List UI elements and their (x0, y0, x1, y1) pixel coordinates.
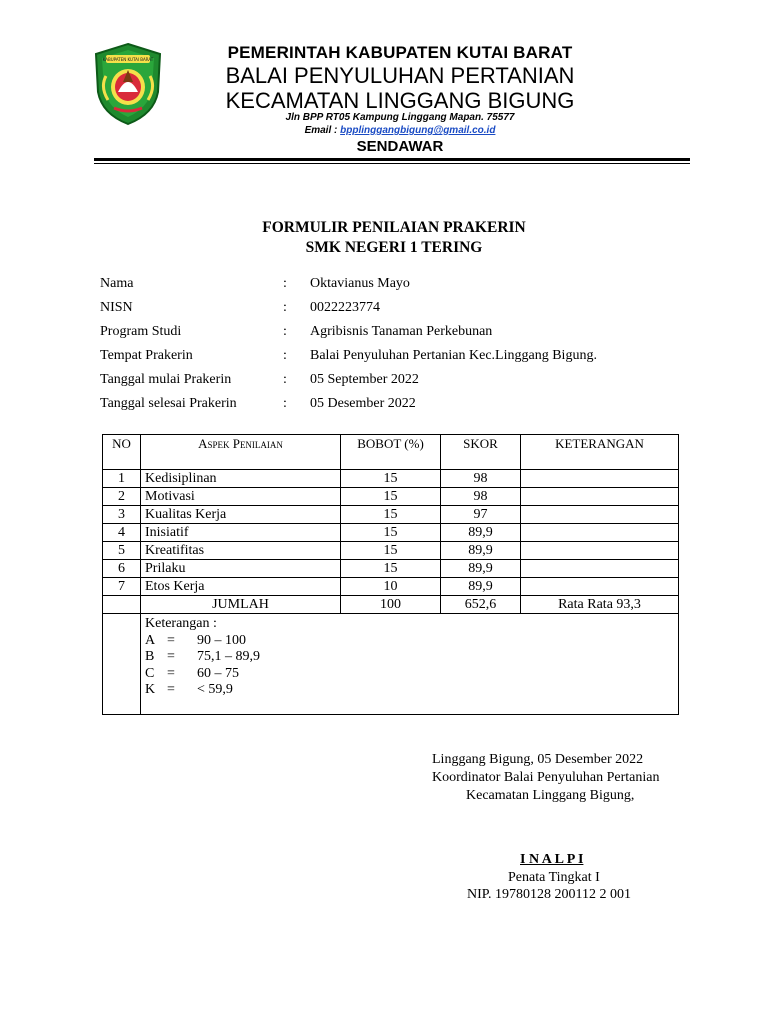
email-link[interactable]: bpplinggangbigung@gmail.co.id (340, 125, 496, 136)
info-row-mulai (100, 372, 660, 392)
info-label: Tanggal mulai Prakerin (100, 372, 232, 387)
legend-item: B = 75,1 – 89,9 (145, 649, 260, 664)
sign-rank: Penata Tingkat I (508, 870, 600, 885)
cell-no: 7 (103, 578, 141, 596)
cell-bobot: 15 (341, 506, 441, 524)
legend-item: A = 90 – 100 (145, 632, 246, 648)
grade-legend (141, 614, 679, 715)
cell-no: 2 (103, 488, 141, 506)
table-header-row (103, 435, 679, 470)
cell-aspek: Kreatifitas (141, 542, 341, 560)
cell-skor: 89,9 (441, 578, 521, 596)
total-average: Rata Rata 93,3 (521, 596, 679, 614)
cell-no-empty (103, 614, 141, 715)
table-row (103, 578, 679, 596)
legend-title: Keterangan : (145, 616, 217, 631)
form-title: FORMULIR PENILAIAN PRAKERIN (262, 219, 526, 236)
cell-aspek: Kualitas Kerja (141, 506, 341, 524)
info-colon: : (283, 348, 287, 363)
email-label: Email : (304, 125, 341, 136)
kop-address: Jln BPP RT05 Kampung Linggang Mapan. 75577 (285, 112, 515, 123)
header-bobot: BOBOT (%) (341, 435, 441, 470)
header-keterangan: KETERANGAN (521, 435, 679, 470)
kop-government: PEMERINTAH KABUPATEN KUTAI BARAT (227, 43, 573, 62)
letterhead-rule-thick (94, 158, 690, 161)
cell-keterangan (521, 506, 679, 524)
cell-bobot: 15 (341, 488, 441, 506)
cell-skor: 89,9 (441, 560, 521, 578)
info-colon: : (283, 372, 287, 387)
info-row-program (100, 324, 660, 344)
kop-place: SENDAWAR (356, 138, 444, 155)
cell-bobot: 15 (341, 560, 441, 578)
cell-no: 4 (103, 524, 141, 542)
info-label: Tanggal selesai Prakerin (100, 396, 237, 411)
info-value: 05 September 2022 (310, 372, 419, 387)
cell-bobot: 15 (341, 470, 441, 488)
info-value: 0022223774 (310, 300, 380, 315)
total-label: JUMLAH (141, 596, 341, 614)
info-row-tempat (100, 348, 660, 368)
total-bobot: 100 (341, 596, 441, 614)
info-colon: : (283, 324, 287, 339)
cell-aspek: Etos Kerja (141, 578, 341, 596)
header-aspek: Aspek Penilaian (141, 435, 341, 470)
sign-role: Koordinator Balai Penyuluhan Pertanian (432, 770, 660, 785)
table-row (103, 560, 679, 578)
kop-district: KECAMATAN LINGGANG BIGUNG (225, 88, 575, 113)
legend-item: C = 60 – 75 (145, 665, 239, 681)
info-colon: : (283, 300, 287, 315)
table-row (103, 470, 679, 488)
cell-aspek: Motivasi (141, 488, 341, 506)
cell-keterangan (521, 524, 679, 542)
cell-keterangan (521, 560, 679, 578)
sign-nip: NIP. 19780128 200112 2 001 (467, 887, 631, 902)
total-skor: 652,6 (441, 596, 521, 614)
cell-no: 5 (103, 542, 141, 560)
info-row-nisn (100, 300, 660, 320)
info-label: Tempat Prakerin (100, 348, 193, 363)
cell-keterangan (521, 542, 679, 560)
header-no: NO (103, 435, 141, 470)
sign-name: I N A L P I (520, 852, 584, 867)
kop-email (180, 125, 620, 136)
table-row (103, 506, 679, 524)
school-title: SMK NEGERI 1 TERING (305, 239, 483, 256)
header-skor: SKOR (441, 435, 521, 470)
cell-skor: 98 (441, 470, 521, 488)
cell-bobot: 15 (341, 524, 441, 542)
info-value: Oktavianus Mayo (310, 276, 410, 291)
info-value: Agribisnis Tanaman Perkebunan (310, 324, 493, 339)
table-row (103, 524, 679, 542)
table-row (103, 488, 679, 506)
cell-bobot: 15 (341, 542, 441, 560)
info-label: Nama (100, 276, 134, 291)
cell-skor: 98 (441, 488, 521, 506)
cell-no: 1 (103, 470, 141, 488)
info-row-selesai (100, 396, 660, 416)
cell-bobot: 10 (341, 578, 441, 596)
info-colon: : (283, 276, 287, 291)
kutai-barat-logo (92, 42, 164, 126)
letterhead-rule-thin (94, 163, 690, 164)
table-total-row (103, 596, 679, 614)
cell-keterangan (521, 488, 679, 506)
cell-no: 3 (103, 506, 141, 524)
assessment-table (102, 434, 679, 715)
cell-aspek: Inisiatif (141, 524, 341, 542)
cell-aspek: Kedisiplinan (141, 470, 341, 488)
table-row (103, 542, 679, 560)
info-label: NISN (100, 300, 133, 315)
legend-row (103, 614, 679, 715)
cell-skor: 89,9 (441, 542, 521, 560)
sign-place-date: Linggang Bigung, 05 Desember 2022 (432, 752, 644, 767)
info-colon: : (283, 396, 287, 411)
legend-item: K = < 59,9 (145, 682, 233, 697)
cell-no-empty (103, 596, 141, 614)
info-value: 05 Desember 2022 (310, 396, 416, 411)
cell-skor: 89,9 (441, 524, 521, 542)
info-label: Program Studi (100, 324, 182, 339)
cell-aspek: Prilaku (141, 560, 341, 578)
info-row-nama (100, 276, 660, 296)
cell-keterangan (521, 578, 679, 596)
cell-keterangan (521, 470, 679, 488)
info-value: Balai Penyuluhan Pertanian Kec.Linggang Bigung. (310, 348, 597, 363)
svg-text:KABUPATEN KUTAI BARAT: KABUPATEN KUTAI BARAT (102, 57, 154, 62)
kop-institution: BALAI PENYULUHAN PERTANIAN (225, 63, 575, 88)
cell-skor: 97 (441, 506, 521, 524)
sign-role-district: Kecamatan Linggang Bigung, (466, 788, 635, 803)
cell-no: 6 (103, 560, 141, 578)
